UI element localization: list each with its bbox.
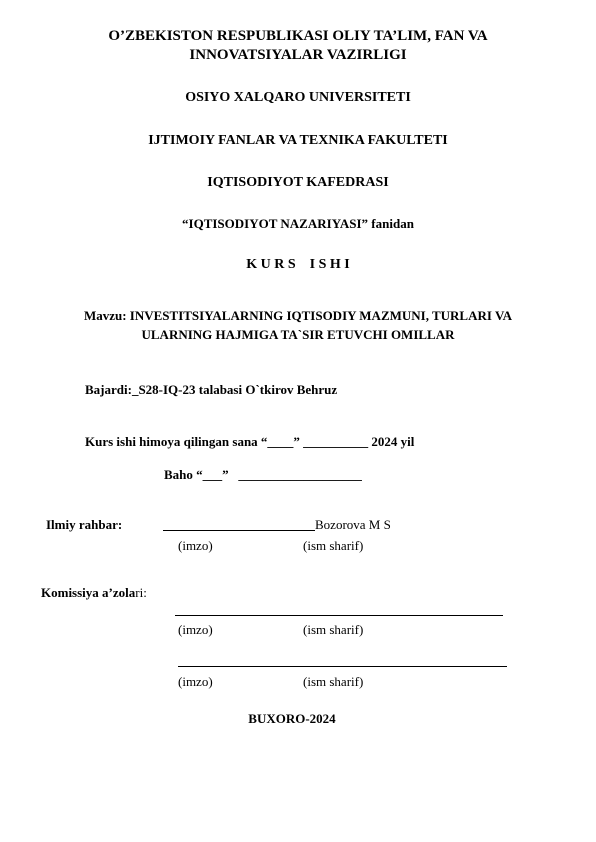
defense-date-line: Kurs ishi himoya qilingan sana “____” __________ 2024 yil (85, 434, 415, 449)
topic-line-2: ULARNING HAJMIGA TA`SIR ETUVCHI OMILLAR (141, 327, 455, 342)
commission-member-1-sign-caption: (imzo) (178, 622, 213, 637)
grade-line: Baho “___” ___________________ (164, 467, 362, 482)
commission-label-bold: Komissiya a’zola (41, 585, 136, 600)
author-line: Bajardi:_S28-IQ-23 talabasi O`tkirov Behruz (85, 382, 338, 397)
ministry-line-1: O’ZBEKISTON RESPUBLIKASI OLIY TA’LIM, FAN VA (108, 28, 488, 44)
commission-member-1-line (175, 615, 503, 616)
supervisor-name: Bozorova M S (315, 517, 391, 532)
commission-member-1-name-caption: (ism sharif) (303, 622, 364, 637)
commission-label (41, 585, 147, 601)
university-name: OSIYO XALQARO UNIVERSITETI (185, 90, 411, 105)
faculty-name: IJTIMOIY FANLAR VA TEXNIKA FAKULTETI (148, 133, 448, 148)
topic-line-1: Mavzu: INVESTITSIYALARNING IQTISODIY MAZMUNI, TURLARI VA (83, 308, 513, 323)
commission-member-2-line (178, 666, 507, 667)
commission-member-2-name-caption: (ism sharif) (303, 674, 364, 689)
subject-line: “IQTISODIYOT NAZARIYASI” fanidan (182, 216, 414, 231)
supervisor-signature-line (163, 530, 315, 531)
supervisor-name-caption: (ism sharif) (303, 538, 364, 553)
commission-label-rest: ri: (135, 585, 147, 600)
ministry-line-2: INNOVATSIYALAR VAZIRLIGI (189, 47, 407, 63)
city-year: BUXORO-2024 (248, 711, 336, 726)
department-name: IQTISODIYOT KAFEDRASI (207, 175, 389, 190)
commission-member-2-sign-caption: (imzo) (178, 674, 213, 689)
document-title: K U R S I S H I (246, 257, 350, 272)
supervisor-sign-caption: (imzo) (178, 538, 213, 553)
supervisor-label: Ilmiy rahbar: (46, 517, 123, 532)
